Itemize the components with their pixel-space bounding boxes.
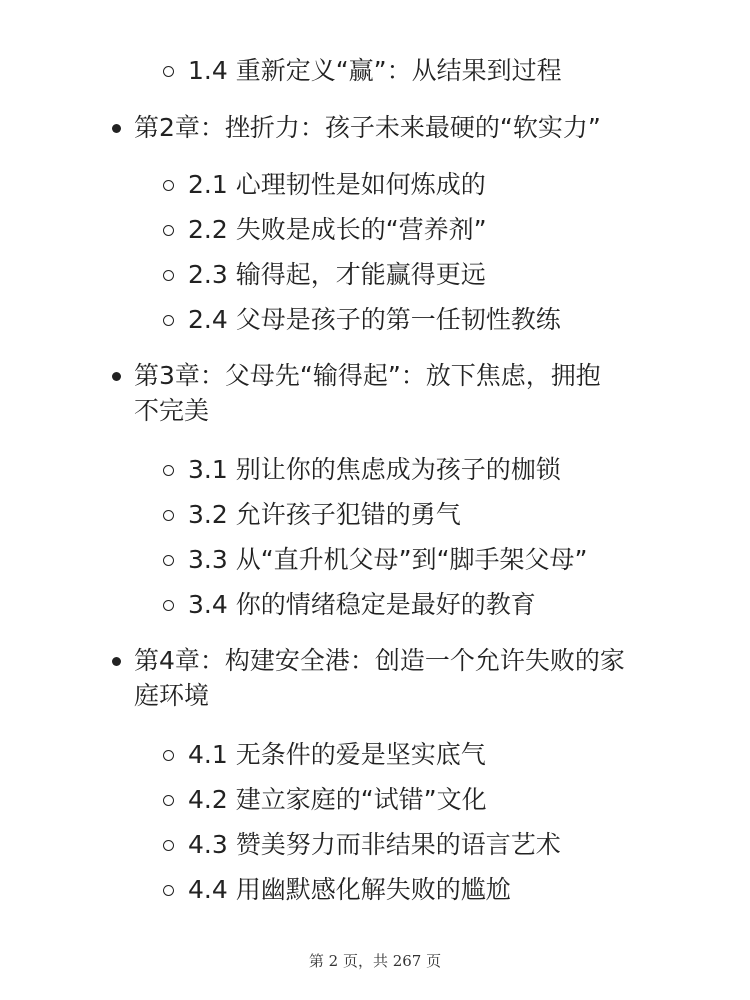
hollow-bullet-icon	[163, 66, 174, 77]
hollow-bullet-icon	[163, 750, 174, 761]
toc-chapter-2[interactable]: 第2章：挫折力：孩子未来最硬的“软实力”	[134, 113, 601, 142]
hollow-bullet-icon	[163, 270, 174, 281]
toc-section-1-4[interactable]: 1.4 重新定义“赢”：从结果到过程	[188, 56, 562, 85]
toc-section-4-3[interactable]: 4.3 赞美努力而非结果的语言艺术	[188, 830, 561, 859]
toc-section-4-2[interactable]: 4.2 建立家庭的“试错”文化	[188, 785, 487, 814]
filled-bullet-icon	[112, 124, 121, 133]
toc-section-3-2[interactable]: 3.2 允许孩子犯错的勇气	[188, 500, 461, 529]
hollow-bullet-icon	[163, 315, 174, 326]
toc-section-3-3[interactable]: 3.3 从“直升机父母”到“脚手架父母”	[188, 545, 588, 574]
toc-chapter-4-line-1[interactable]: 第4章：构建安全港：创造一个允许失败的家	[134, 646, 625, 675]
toc-chapter-3-line-1[interactable]: 第3章：父母先“输得起”：放下焦虑，拥抱	[134, 361, 601, 390]
toc-section-2-4[interactable]: 2.4 父母是孩子的第一任韧性教练	[188, 305, 561, 334]
toc-section-4-1[interactable]: 4.1 无条件的爱是坚实底气	[188, 740, 486, 769]
hollow-bullet-icon	[163, 840, 174, 851]
hollow-bullet-icon	[163, 885, 174, 896]
toc-section-2-1[interactable]: 2.1 心理韧性是如何炼成的	[188, 170, 486, 199]
toc-section-3-1[interactable]: 3.1 别让你的焦虑成为孩子的枷锁	[188, 455, 561, 484]
toc-chapter-3-line-2[interactable]: 不完美	[134, 396, 210, 425]
hollow-bullet-icon	[163, 600, 174, 611]
hollow-bullet-icon	[163, 795, 174, 806]
toc-section-2-2[interactable]: 2.2 失败是成长的“营养剂”	[188, 215, 487, 244]
hollow-bullet-icon	[163, 465, 174, 476]
page-footer-indicator: 第 2 页，共 267 页	[308, 952, 442, 970]
toc-chapter-4-line-2[interactable]: 庭环境	[134, 681, 210, 710]
toc-section-2-3[interactable]: 2.3 输得起，才能赢得更远	[188, 260, 486, 289]
hollow-bullet-icon	[163, 555, 174, 566]
filled-bullet-icon	[112, 657, 121, 666]
hollow-bullet-icon	[163, 510, 174, 521]
toc-section-4-4[interactable]: 4.4 用幽默感化解失败的尴尬	[188, 875, 511, 904]
hollow-bullet-icon	[163, 225, 174, 236]
hollow-bullet-icon	[163, 180, 174, 191]
filled-bullet-icon	[112, 372, 121, 381]
toc-section-3-4[interactable]: 3.4 你的情绪稳定是最好的教育	[188, 590, 536, 619]
